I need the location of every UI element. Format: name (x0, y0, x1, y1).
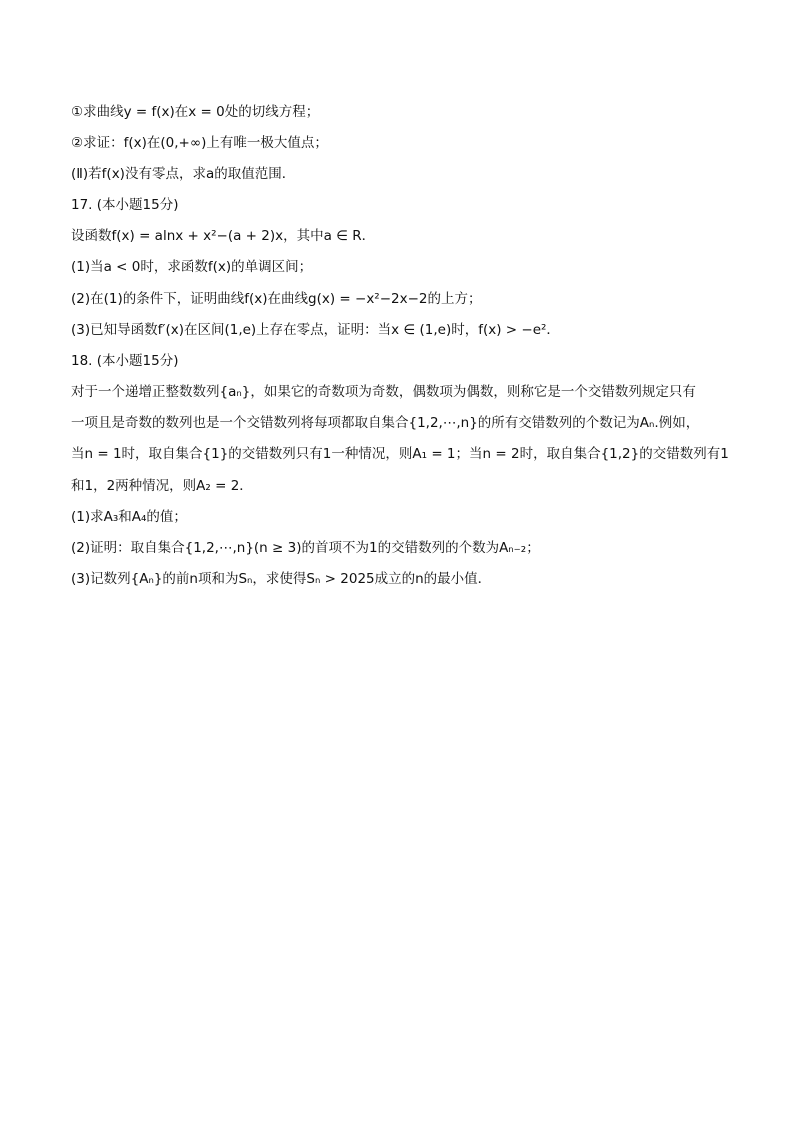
question-18-stem-line-4: 和1，2两种情况，则A₂ = 2． (71, 478, 253, 494)
text-line-part-1: ①求曲线y = f(x)在x = 0处的切线方程； (71, 104, 320, 120)
question-17-heading: 17. (本小题15分) (71, 197, 179, 213)
question-17-part-1: (1)当a < 0时，求函数f(x)的单调区间； (71, 259, 313, 275)
text-line-part-ii: (Ⅱ)若f(x)没有零点，求a的取值范围． (71, 166, 296, 182)
question-18-heading: 18. (本小题15分) (71, 353, 179, 369)
question-18-stem-line-3: 当n = 1时，取自集合{1}的交错数列只有1一种情况，则A₁ = 1；当n = 2时，取自集合{1,2}的交错数列有1 (71, 446, 729, 462)
question-17-stem: 设函数f(x) = alnx + x²−(a + 2)x，其中a ∈ R． (71, 228, 376, 244)
text-line-part-2: ②求证：f(x)在(0,+∞)上有唯一极大值点； (71, 135, 328, 151)
question-18-part-3: (3)记数列{Aₙ}的前n项和为Sₙ，求使得Sₙ > 2025成立的n的最小值． (71, 571, 492, 587)
question-18-part-1: (1)求A₃和A₄的值； (71, 509, 187, 525)
question-18-stem-line-1: 对于一个递增正整数数列{aₙ}，如果它的奇数项为奇数，偶数项为偶数，则称它是一个交错数列规定只有 (71, 384, 696, 400)
question-18-stem-line-2: 一项且是奇数的数列也是一个交错数列将每项都取自集合{1,2,⋯,n}的所有交错数列的个数记为Aₙ.例如， (71, 415, 700, 431)
question-17-part-2: (2)在(1)的条件下，证明曲线f(x)在曲线g(x) = −x²−2x−2的上方； (71, 291, 482, 307)
question-18-part-2: (2)证明：取自集合{1,2,⋯,n}(n ≥ 3)的首项不为1的交错数列的个数为Aₙ₋₂； (71, 540, 540, 556)
question-17-part-3: (3)已知导函数f′(x)在区间(1,e)上存在零点，证明：当x ∈ (1,e)时，f(x) > −e²． (71, 322, 560, 338)
